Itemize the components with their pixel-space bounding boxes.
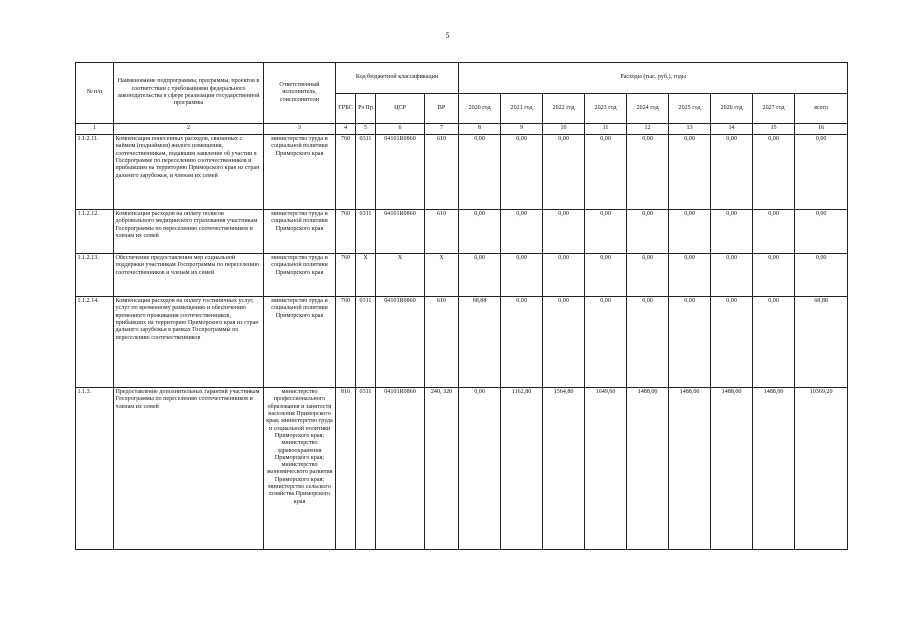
row-value: 0,00 xyxy=(669,135,711,210)
column-number: 11 xyxy=(585,124,627,135)
row-grbs: 760 xyxy=(336,254,356,297)
row-value: 0,00 xyxy=(585,210,627,254)
row-value: 0,00 xyxy=(669,210,711,254)
row-value: 0,00 xyxy=(501,135,543,210)
row-number: 1.1.2.13. xyxy=(76,254,114,297)
row-responsible: министерство труда и социальной политики Приморского края xyxy=(264,297,336,388)
row-value: 1488,00 xyxy=(627,388,669,550)
row-csr: 04101R0860 xyxy=(376,210,425,254)
table-row xyxy=(76,135,848,210)
row-value: 0,00 xyxy=(459,210,501,254)
row-value: 0,00 xyxy=(669,297,711,388)
row-responsible: министерство труда и социальной политики Приморского края xyxy=(264,135,336,210)
row-value: 0,00 xyxy=(795,254,848,297)
row-vr: 610 xyxy=(425,297,459,388)
row-value: 1488,00 xyxy=(711,388,753,550)
row-value: 0,00 xyxy=(543,297,585,388)
row-value: 0,00 xyxy=(753,135,795,210)
table-row xyxy=(76,297,848,388)
header-year: 2020 год xyxy=(459,94,501,124)
row-rzpr: X xyxy=(356,254,376,297)
column-number: 12 xyxy=(627,124,669,135)
row-value: 0,00 xyxy=(753,210,795,254)
row-grbs: 760 xyxy=(336,297,356,388)
row-name: Предоставление дополнительных гарантий участникам Госпрограммы по переселению соотечественников и членам их семей xyxy=(114,388,264,550)
header-year: всего xyxy=(795,94,848,124)
header-year: 2025 год xyxy=(669,94,711,124)
budget-table xyxy=(75,62,848,550)
row-value: 10369,20 xyxy=(795,388,848,550)
row-csr: 04101R0860 xyxy=(376,297,425,388)
row-vr: 610 xyxy=(425,210,459,254)
row-csr: 04101R0860 xyxy=(376,388,425,550)
header-expenses: Расходы (тыс. руб.), годы xyxy=(459,63,848,94)
row-value: 0,00 xyxy=(585,135,627,210)
row-value: 0,00 xyxy=(627,297,669,388)
row-value: 0,00 xyxy=(795,135,848,210)
column-number: 5 xyxy=(356,124,376,135)
row-csr: X xyxy=(376,254,425,297)
row-responsible: министерство профессионального образования и занятости населения Приморского края; министерство труда и социальной политики Приморского края; министерство здравоохранения Приморского края; министерство экономического развития Приморского края; министерство сельского хозяйства Приморского края xyxy=(264,388,336,550)
header-budget-code: Рз Пр xyxy=(356,94,376,124)
table-row xyxy=(76,254,848,297)
row-value: 1488,00 xyxy=(669,388,711,550)
row-responsible: министерство труда и социальной политики Приморского края xyxy=(264,210,336,254)
row-rzpr: 0311 xyxy=(356,297,376,388)
header-year: 2026 год xyxy=(711,94,753,124)
row-value: 0,00 xyxy=(711,210,753,254)
row-value: 0,00 xyxy=(501,210,543,254)
column-number: 8 xyxy=(459,124,501,135)
row-value: 1649,60 xyxy=(585,388,627,550)
row-value: 0,00 xyxy=(753,254,795,297)
row-value: 0,00 xyxy=(669,254,711,297)
row-rzpr: 0311 xyxy=(356,135,376,210)
row-number: 1.1.2.12. xyxy=(76,210,114,254)
column-number: 16 xyxy=(795,124,848,135)
row-name: Компенсация расходов на оплату полисов добровольного медицинского страхования участникам Госпрограммы по переселению соотечественников и членам их семей xyxy=(114,210,264,254)
row-csr: 04101R0860 xyxy=(376,135,425,210)
header-year: 2024 год xyxy=(627,94,669,124)
row-value: 0,00 xyxy=(459,254,501,297)
column-number: 14 xyxy=(711,124,753,135)
page-number: 5 xyxy=(445,31,450,40)
row-value: 0,00 xyxy=(711,135,753,210)
row-value: 0,00 xyxy=(459,135,501,210)
header-budget-code: ГРБС xyxy=(336,94,356,124)
table-row xyxy=(76,210,848,254)
column-number: 4 xyxy=(336,124,356,135)
row-value: 0,00 xyxy=(585,297,627,388)
row-value: 0,00 xyxy=(753,297,795,388)
row-value: 0,00 xyxy=(543,254,585,297)
header-name: Наименование подпрограммы, программы, проектов в соответствии с требованиями федерального законодательства в сфере реализации государственной программы xyxy=(114,63,264,124)
row-vr: 240, 320 xyxy=(425,388,459,550)
column-number: 7 xyxy=(425,124,459,135)
row-value: 0,00 xyxy=(543,135,585,210)
header-year: 2027 год xyxy=(753,94,795,124)
row-value: 0,00 xyxy=(627,210,669,254)
row-value: 68,88 xyxy=(795,297,848,388)
row-value: 0,00 xyxy=(501,297,543,388)
row-value: 0,00 xyxy=(501,254,543,297)
row-value: 0,00 xyxy=(627,254,669,297)
row-responsible: министерство труда и социальной политики Приморского края xyxy=(264,254,336,297)
row-rzpr: 0311 xyxy=(356,210,376,254)
header-budget-code: ВР xyxy=(425,94,459,124)
row-value: 0,00 xyxy=(543,210,585,254)
row-value: 0,00 xyxy=(711,297,753,388)
row-value: 1564,80 xyxy=(543,388,585,550)
column-number: 6 xyxy=(376,124,425,135)
row-value: 0,00 xyxy=(459,388,501,550)
column-number: 15 xyxy=(753,124,795,135)
row-value: 0,00 xyxy=(585,254,627,297)
column-number: 2 xyxy=(114,124,264,135)
header-year: 2023 год xyxy=(585,94,627,124)
row-number: 1.1.2.11. xyxy=(76,135,114,210)
row-value: 0,00 xyxy=(627,135,669,210)
row-vr: 610 xyxy=(425,135,459,210)
row-value: 1488,00 xyxy=(753,388,795,550)
row-value: 0,00 xyxy=(795,210,848,254)
row-grbs: 760 xyxy=(336,210,356,254)
row-value: 0,00 xyxy=(711,254,753,297)
header-year: 2021 год xyxy=(501,94,543,124)
row-name: Обеспечение предоставления мер социальной поддержки участникам Госпрограммы по переселению соотечественников и членам их семей xyxy=(114,254,264,297)
column-number: 3 xyxy=(264,124,336,135)
table-body xyxy=(76,135,848,550)
column-number: 13 xyxy=(669,124,711,135)
header-budget-codes: Код бюджетной классификации xyxy=(336,63,459,94)
header-year: 2022 год xyxy=(543,94,585,124)
column-number: 10 xyxy=(543,124,585,135)
row-value: 68,88 xyxy=(459,297,501,388)
table-row xyxy=(76,388,848,550)
row-number: 1.1.2.14. xyxy=(76,297,114,388)
row-name: Компенсация понесенных расходов, связанных с наймом (поднаймом) жилого помещения, соотечественникам, подавшим заявление об участии в Госпрограмме по переселению соотечественников и прибывшим на территорию Приморского края из стран дальнего зарубежья, и членам их семей xyxy=(114,135,264,210)
row-value: 1162,80 xyxy=(501,388,543,550)
row-number: 1.1.3. xyxy=(76,388,114,550)
row-vr: X xyxy=(425,254,459,297)
column-number-row xyxy=(76,124,848,135)
row-name: Компенсация расходов на оплату гостиничных услуг, услуг по временному размещению и обеспечению временного проживания соотечественников, прибывших на территорию Приморского края из стран дальнего зарубежья в рамках Госпрограммы по переселению соотечественников xyxy=(114,297,264,388)
header-responsible: Ответственный исполнитель, соисполнители xyxy=(264,63,336,124)
column-number: 1 xyxy=(76,124,114,135)
header-num: № п/п xyxy=(76,63,114,124)
header-budget-code: ЦСР xyxy=(376,94,425,124)
row-grbs: 810 xyxy=(336,388,356,550)
row-grbs: 760 xyxy=(336,135,356,210)
column-number: 9 xyxy=(501,124,543,135)
row-rzpr: 0311 xyxy=(356,388,376,550)
